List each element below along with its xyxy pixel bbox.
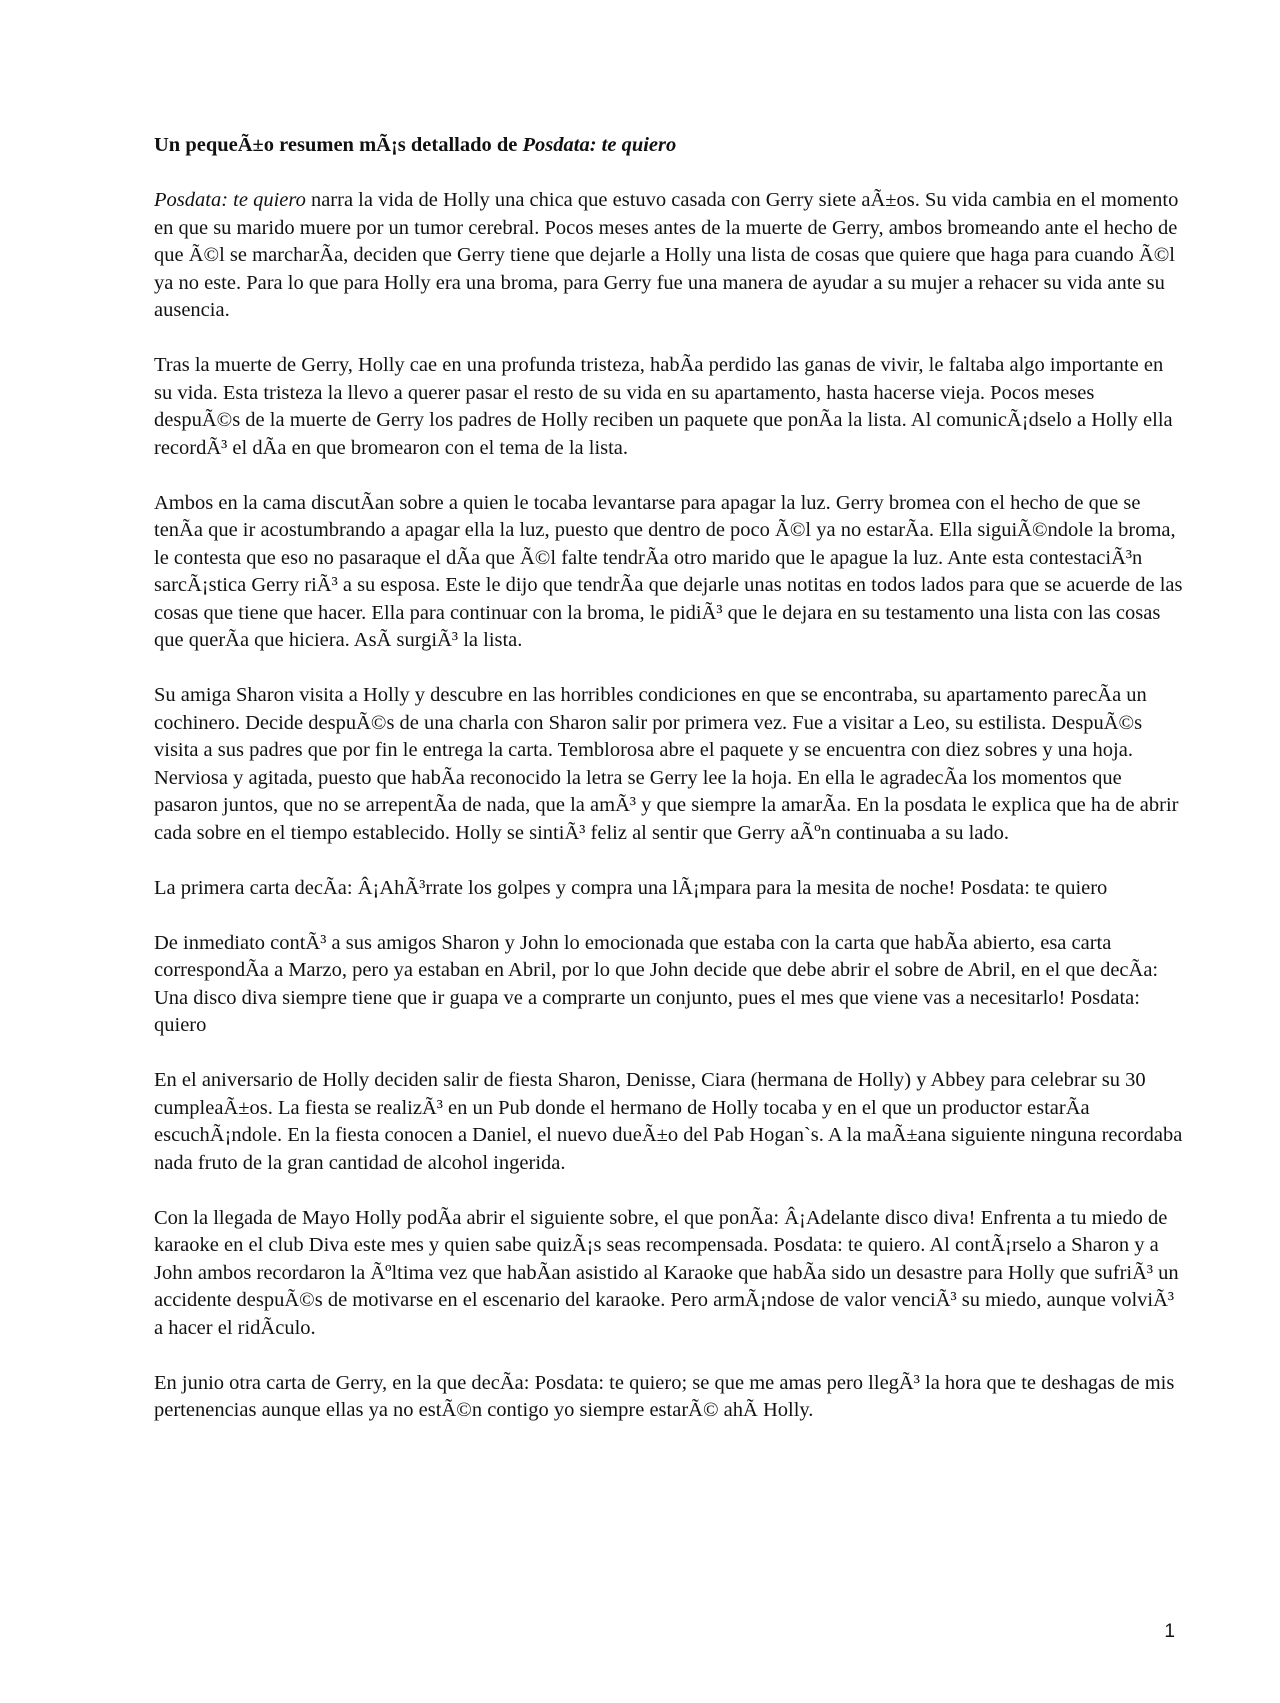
paragraph-text: La primera carta decÃa: Â¡AhÃ³rrate los golpes y compra una lÃ¡mpara para la mesita de noche! Posdata: te quiero (154, 876, 1108, 899)
paragraph-text: En el aniversario de Holly deciden salir de fiesta Sharon, Denisse, Ciara (hermana de Holly) y Abbey para celebrar su 30 cumpleaÃ±os. La fiesta se realizÃ³ en un Pub donde el hermano de Holly tocaba y en el que un productor estarÃa escuchÃ¡ndole. En la fiesta conocen a Daniel, el nuevo dueÃ±o del Pab Hogan`s. A la maÃ±ana siguiente ninguna recordaba nada fruto de la gran cantidad de alcohol ingerida. (154, 1069, 1183, 1174)
paragraph-text: narra la vida de Holly una chica que estuvo casada con Gerry siete aÃ±os. Su vida cambia en el momento en que su marido muere por un tumor cerebral. Pocos meses antes de la muerte de Gerry, ambos bromeando ante el hecho de que Ã©l se marcharÃa, deciden que Gerry tiene que dejarle a Holly una lista de cosas que quiere que haga para cuando Ã©l ya no este. Para lo que para Holly era una broma, para Gerry fue una manera de ayudar a su mujer a rehacer su vida ante su ausencia. (154, 189, 1179, 321)
paragraph (154, 490, 1184, 655)
title-italic: Posdata: te quiero (522, 134, 677, 156)
paragraph (154, 930, 1184, 1040)
paragraph-text: En junio otra carta de Gerry, en la que decÃa: Posdata: te quiero; se que me amas pero llegÃ³ la hora que te deshagas de mis pertenencias aunque ellas ya no estÃ©n contigo yo siempre estarÃ© ahÃ Holly. (154, 1371, 1175, 1421)
page-number: 1 (1164, 1621, 1175, 1642)
paragraph (154, 352, 1184, 462)
title-text: Un pequeÃ±o resumen mÃ¡s detallado de (154, 134, 523, 156)
paragraph-text: Ambos en la cama discutÃan sobre a quien le tocaba levantarse para apagar la luz. Gerry bromea con el hecho de que se tenÃa que ir acostumbrando a apagar ella la luz, puesto que dentro de poco Ã©l ya no estarÃa. Ella siguiÃ©ndole la broma, le contesta que eso no pasaraque el dÃa que Ã©l falte tendrÃa otro marido que le apague la luz. Ante esta contestaciÃ³n sarcÃ¡stica Gerry riÃ³ a su esposa. Este le dijo que tendrÃa que dejarle unas notitas en todos lados para que se acuerde de las cosas que tiene que hacer. Ella para continuar con la broma, le pidiÃ³ que le dejara en su testamento una lista con las cosas que querÃa que hiciera. AsÃ surgiÃ³ la lista. (154, 491, 1183, 651)
paragraph (154, 875, 1184, 903)
paragraph-text: Su amiga Sharon visita a Holly y descubre en las horribles condiciones en que se encontraba, su apartamento parecÃa un cochinero. Decide despuÃ©s de una charla con Sharon salir por primera vez. Fue a visitar a Leo, su estilista. DespuÃ©s visita a sus padres que por fin le entrega la carta. Temblorosa abre el paquete y se encuentra con diez sobres y una hoja. Nerviosa y agitada, puesto que habÃa reconocido la letra se Gerry lee la hoja. En ella le agradecÃa los momentos que pasaron juntos, que no se arrepentÃa de nada, que la amÃ³ y que siempre la amarÃa. En la posdata le explica que ha de abrir cada sobre en el tiempo establecido. Holly se sintiÃ³ feliz al sentir que Gerry aÃºn continuaba a su lado. (154, 684, 1179, 844)
paragraph-italic-lead: Posdata: te quiero (154, 189, 306, 211)
document-title (154, 132, 1184, 160)
document-body (154, 132, 1184, 1452)
paragraph (154, 1067, 1184, 1177)
paragraph (154, 187, 1184, 325)
paragraph-text: Tras la muerte de Gerry, Holly cae en una profunda tristeza, habÃa perdido las ganas de vivir, le faltaba algo importante en su vida. Esta tristeza la llevo a querer pasar el resto de su vida en su apartamento, hasta hacerse vieja. Pocos meses despuÃ©s de la muerte de Gerry los padres de Holly reciben un paquete que ponÃa la lista. Al comunicÃ¡dselo a Holly ella recordÃ³ el dÃa en que bromearon con el tema de la lista. (154, 354, 1173, 459)
paragraph-text: De inmediato contÃ³ a sus amigos Sharon y John lo emocionada que estaba con la carta que habÃa abierto, esa carta correspondÃa a Marzo, pero ya estaban en Abril, por lo que John decide que debe abrir el sobre de Abril, en el que decÃa: Una disco diva siempre tiene que ir guapa ve a comprarte un conjunto, pues el mes que viene vas a necesitarlo! Posdata: quiero (154, 931, 1159, 1036)
paragraph (154, 1205, 1184, 1343)
paragraph-text: Con la llegada de Mayo Holly podÃa abrir el siguiente sobre, el que ponÃa: Â¡Adelante disco diva! Enfrenta a tu miedo de karaoke en el club Diva este mes y quien sabe quizÃ¡s seas recompensada. Posdata: te quiero. Al contÃ¡rselo a Sharon y a John ambos recordaron la Ãºltima vez que habÃan asistido al Karaoke que habÃa sido un desastre para Holly que sufriÃ³ un accidente despuÃ©s de motivarse en el escenario del karaoke. Pero armÃ¡ndose de valor venciÃ³ su miedo, aunque volviÃ³ a hacer el ridÃculo. (154, 1206, 1179, 1339)
paragraph (154, 1370, 1184, 1425)
paragraph (154, 682, 1184, 847)
